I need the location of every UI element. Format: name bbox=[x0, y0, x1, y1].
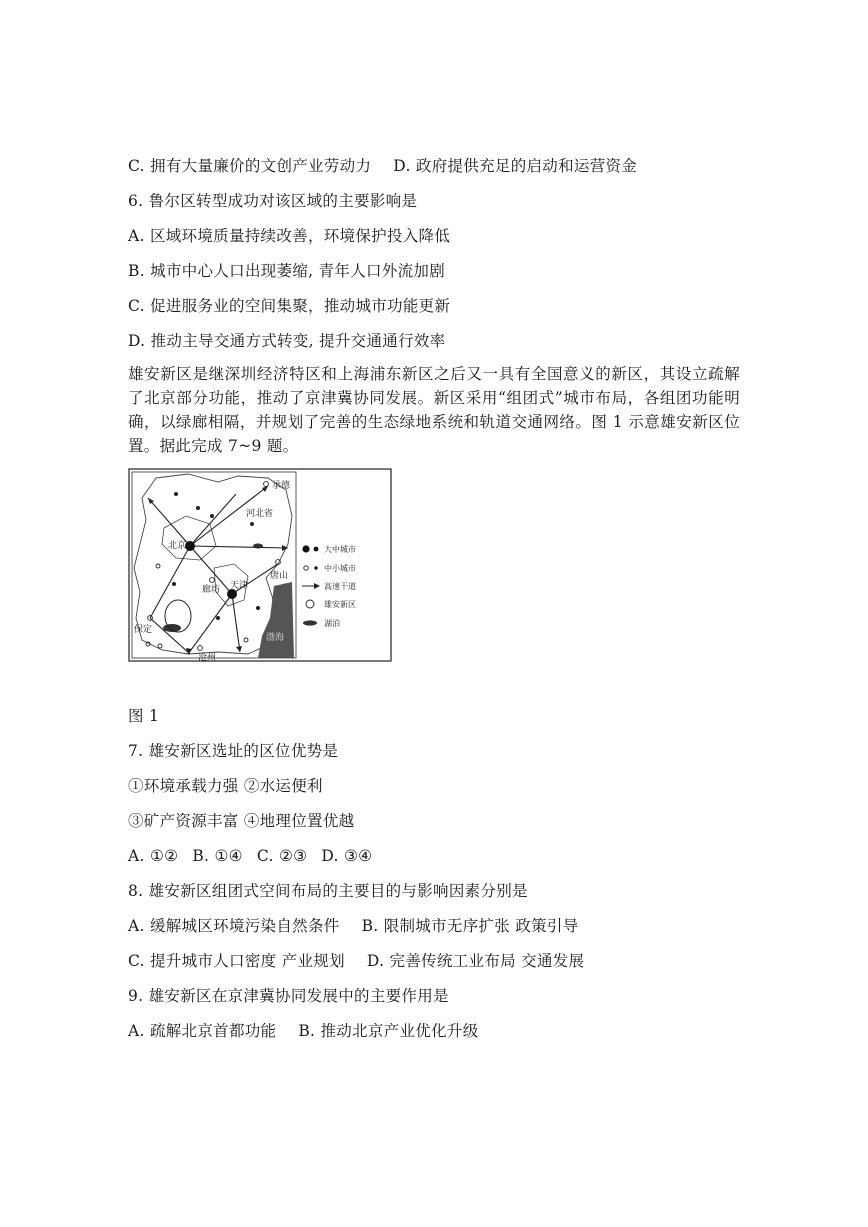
figure-1-map bbox=[128, 468, 392, 662]
map-label-cangzhou: 沧州 bbox=[198, 653, 217, 662]
q7-option-c: C. ②③ bbox=[256, 847, 308, 865]
map-label-hebei: 河北省 bbox=[246, 509, 274, 519]
q9-stem: 9. 雄安新区在京津冀协同发展中的主要作用是 bbox=[128, 987, 449, 1005]
q8-options-row-2 bbox=[128, 951, 584, 971]
q8-option-a: A. 缓解城区环境污染自然条件 bbox=[128, 917, 340, 935]
legend-xiongan: 雄安新区 bbox=[324, 600, 356, 609]
q8-option-d: D. 完善传统工业布局 交通发展 bbox=[366, 952, 585, 970]
map-label-tianjin: 天津 bbox=[230, 581, 249, 591]
q6-option-d: D. 推动主导交通方式转变, 提升交通通行效率 bbox=[128, 332, 446, 350]
legend-big-city: 大中城市 bbox=[324, 545, 356, 554]
q8-stem: 8. 雄安新区组团式空间布局的主要目的与影响因素分别是 bbox=[128, 882, 528, 900]
map-label-tangshan: 唐山 bbox=[270, 571, 289, 581]
q7-options-row bbox=[128, 846, 372, 866]
q7-option-d: D. ③④ bbox=[321, 847, 373, 865]
q6-stem: 6. 鲁尔区转型成功对该区域的主要影响是 bbox=[128, 192, 418, 210]
map-label-langfang: 廊坊 bbox=[202, 585, 221, 595]
q7-stem: 7. 雄安新区选址的区位优势是 bbox=[128, 742, 339, 760]
q7-option-b: B. ①④ bbox=[192, 847, 243, 865]
q7-statement-2: ③矿产资源丰富 ④地理位置优越 bbox=[128, 812, 355, 830]
legend-highway: 高速干道 bbox=[324, 582, 356, 591]
map-label-chengde: 承德 bbox=[272, 481, 291, 491]
q8-options-row-1 bbox=[128, 916, 579, 936]
q6-option-a: A. 区域环境质量持续改善，环境保护投入降低 bbox=[128, 227, 451, 245]
q7-option-a: A. ①② bbox=[128, 847, 179, 865]
map-label-baoding: 保定 bbox=[134, 625, 153, 635]
q8-option-b: B. 限制城市无序扩张 政策引导 bbox=[361, 917, 579, 935]
legend-small-city: 中小城市 bbox=[324, 564, 356, 573]
figure-caption: 图 1 bbox=[128, 707, 160, 725]
legend-lake: 湖泊 bbox=[324, 619, 340, 628]
q7-statement-1: ①环境承载力强 ②水运便利 bbox=[128, 777, 323, 795]
q9-options-row bbox=[128, 1021, 479, 1041]
q5-options-row bbox=[128, 156, 637, 176]
map-label-beijing: 北京 bbox=[168, 541, 187, 551]
q6-option-b: B. 城市中心人口出现萎缩, 青年人口外流加剧 bbox=[128, 262, 445, 280]
q9-option-a: A. 疏解北京首都功能 bbox=[128, 1022, 277, 1040]
q5-option-c: C. 拥有大量廉价的文创产业劳动力 bbox=[128, 157, 372, 175]
q6-option-c: C. 促进服务业的空间集聚，推动城市功能更新 bbox=[128, 297, 451, 315]
q9-option-b: B. 推动北京产业优化升级 bbox=[298, 1022, 479, 1040]
reading-passage: 雄安新区是继深圳经济特区和上海浦东新区之后又一具有全国意义的新区，其设立疏解了北京部分功能，推动了京津冀协同发展。新区采用“组团式”城市布局，各组团功能明确，以绿廊相隔，并规划了完善的生态绿地系统和轨道交通网络。图 1 示意雄安新区位置。据此完成 7~9 题。 bbox=[128, 365, 740, 455]
q8-option-c: C. 提升城市人口密度 产业规划 bbox=[128, 952, 345, 970]
map-label-sea: 渤海 bbox=[266, 633, 285, 643]
q5-option-d: D. 政府提供充足的启动和运营资金 bbox=[393, 157, 638, 175]
